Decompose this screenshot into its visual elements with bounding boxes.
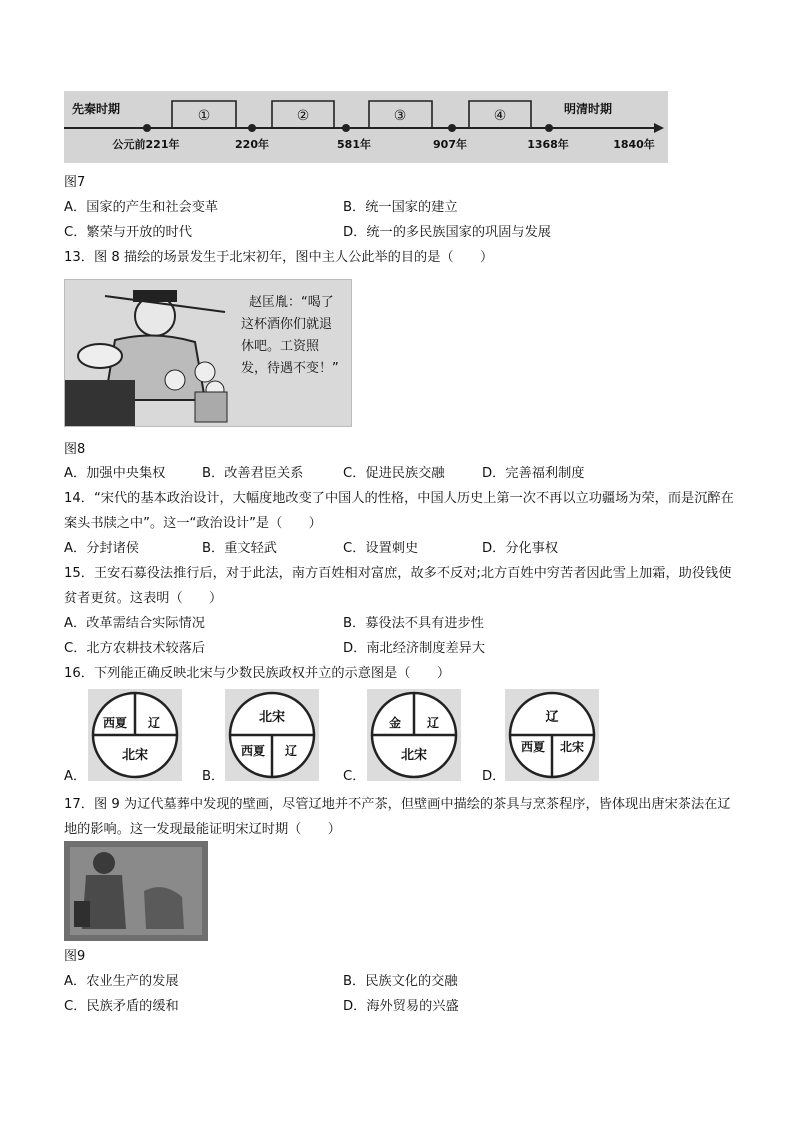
option-b: B．重文轻武 [202, 541, 277, 556]
option-b-letter: B． [202, 769, 225, 784]
option-c: C．繁荣与开放的时代 [64, 225, 192, 240]
speech-line: 赵匡胤：“喝了 [249, 295, 334, 310]
timeline-date: 1840年 [613, 138, 655, 151]
timeline-dot [143, 124, 151, 132]
option-d-letter: D． [482, 769, 506, 784]
question-17-stem: 17．图 9 为辽代墓葬中发现的壁画，尽管辽地并不产茶，但壁画中描绘的茶具与烹茶程序，皆体现出唐宋茶法在辽地的影响。这一发现最能证明宋辽时期（ ） [64, 797, 731, 837]
timeline-dot [248, 124, 256, 132]
timeline-left-period: 先秦时期 [72, 102, 121, 116]
option-b: B．募役法不具有进步性 [343, 616, 484, 631]
option-b: B．民族文化的交融 [343, 974, 458, 989]
question-13-stem: 13．图 8 描绘的场景发生于北宋初年，图中主人公此举的目的是（ ） [64, 250, 494, 265]
option-d: D．完善福利制度 [482, 466, 585, 481]
diagram-a [88, 689, 182, 781]
option-a: A．改革需结合实际情况 [64, 616, 205, 631]
option-d: D．海外贸易的兴盛 [343, 999, 459, 1014]
timeline-box-3 [346, 101, 432, 128]
option-c: C．设置刺史 [343, 541, 419, 556]
region-label: 北宋 [559, 740, 585, 754]
region-label: 北宋 [258, 710, 286, 725]
option-c-letter: C． [343, 769, 366, 784]
option-c: C．北方农耕技术较落后 [64, 641, 206, 656]
region-label: 辽 [284, 744, 298, 758]
region-label: 西夏 [520, 740, 546, 754]
option-c: C．民族矛盾的缓和 [64, 999, 179, 1014]
cartoon-illustration [65, 280, 351, 426]
figure-8-cartoon [64, 279, 352, 427]
option-a: A．国家的产生和社会变革 [64, 200, 219, 215]
timeline-graphic [64, 91, 668, 163]
question-16-stem: 16．下列能正确反映北宋与少数民族政权并立的示意图是（ ） [64, 666, 451, 681]
region-label: 西夏 [240, 744, 266, 758]
figure-7-caption: 图7 [64, 175, 86, 190]
option-a-letter: A． [64, 769, 87, 784]
timeline-arrow-icon [654, 123, 664, 133]
question-15-stem: 15．王安石募役法推行后，对于此法，南方百姓相对富庶，故多不反对;北方百姓中穷苦者因此雪上加霜，助役钱使贫者更贫。这表明（ ） [64, 566, 732, 606]
diagram-c [367, 689, 461, 781]
figure-9-mural [64, 841, 208, 941]
region-label: 金 [388, 716, 402, 730]
timeline-date: 公元前221年 [112, 138, 180, 151]
timeline-date: 581年 [337, 138, 371, 151]
option-b: B．改善君臣关系 [202, 466, 304, 481]
timeline-box-label: ① [197, 108, 211, 124]
diagram-b [225, 689, 319, 781]
question-14-stem: 14．“宋代的基本政治设计，大幅度地改变了中国人的性格，中国人历史上第一次不再以立功疆场为荣，而是沉醉在案头书牍之中”。这一“政治设计”是（ ） [64, 491, 734, 531]
speech-line: 发，待遇不变！” [241, 361, 339, 376]
region-label: 西夏 [102, 716, 128, 730]
option-d: D．南北经济制度差异大 [343, 641, 486, 656]
region-label: 辽 [147, 716, 161, 730]
option-a: A．农业生产的发展 [64, 974, 179, 989]
speech-line: 这杯酒你们就退 [241, 317, 333, 332]
figure-9-caption: 图9 [64, 949, 86, 964]
option-a: A．加强中央集权 [64, 466, 166, 481]
speech-line: 休吧。工资照 [241, 339, 320, 354]
timeline-dot [448, 124, 456, 132]
option-a: A．分封诸侯 [64, 541, 139, 556]
timeline-date: 220年 [235, 138, 269, 151]
timeline-box-4 [452, 101, 531, 128]
region-label: 辽 [426, 716, 440, 730]
timeline-box-label: ② [296, 108, 310, 124]
timeline-date: 1368年 [527, 138, 569, 151]
option-d: D．统一的多民族国家的巩固与发展 [343, 225, 551, 240]
wine-jar [78, 344, 122, 368]
timeline-box-2 [252, 101, 334, 128]
diagram-d [505, 689, 599, 781]
region-label: 北宋 [121, 748, 149, 763]
timeline-box-1 [147, 101, 236, 128]
timeline-dot [342, 124, 350, 132]
timeline-box-label: ③ [393, 108, 407, 124]
option-c: C．促进民族交融 [343, 466, 445, 481]
option-b: B．统一国家的建立 [343, 200, 458, 215]
cartoon-shadow [65, 380, 135, 426]
timeline-right-period: 明清时期 [564, 102, 613, 116]
timeline-date: 907年 [433, 138, 467, 151]
figure-8-caption: 图8 [64, 442, 86, 457]
option-d: D．分化事权 [482, 541, 559, 556]
timeline-box-label: ④ [493, 108, 507, 124]
timeline-dot [545, 124, 553, 132]
timeline-figure [64, 91, 668, 163]
region-label: 北宋 [400, 748, 428, 763]
region-label: 辽 [545, 710, 559, 725]
